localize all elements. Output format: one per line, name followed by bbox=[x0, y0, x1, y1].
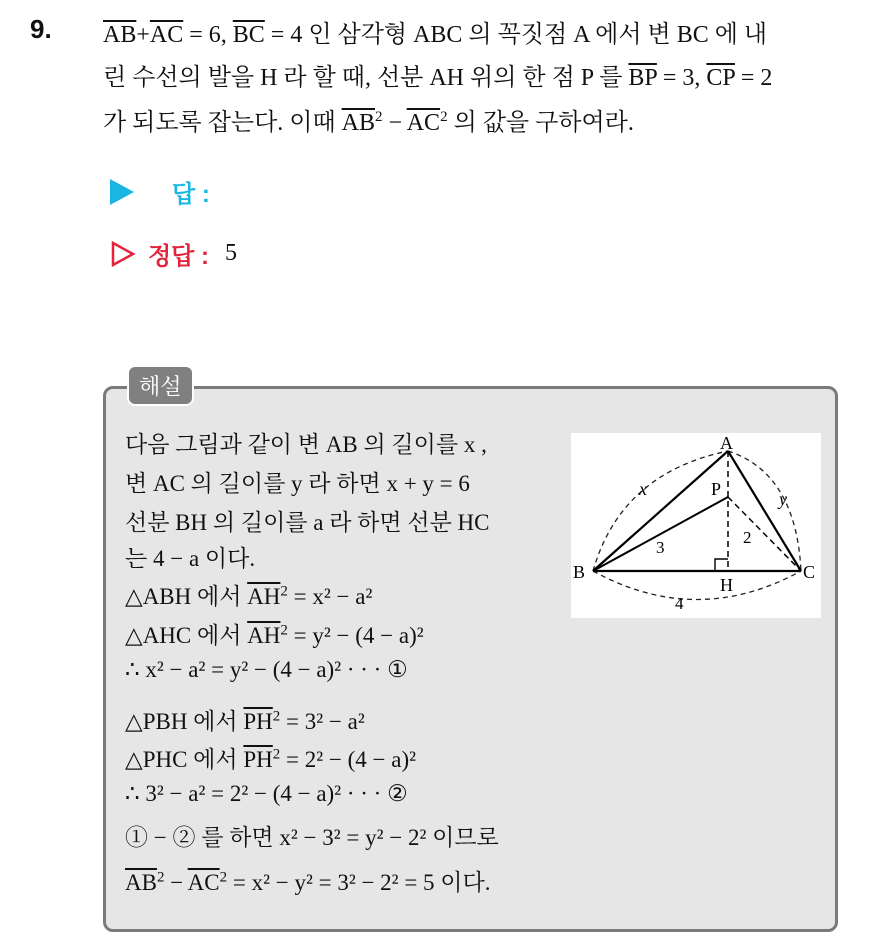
eq2: = 2 bbox=[734, 65, 773, 91]
segment-ac: $\overline{AC}$ bbox=[149, 22, 184, 48]
segment-ph: $\overline{PH}$ bbox=[243, 747, 273, 772]
label-c: C bbox=[803, 562, 816, 582]
final-minus: − bbox=[164, 870, 188, 895]
arc-4 bbox=[593, 571, 801, 600]
square-2: 2 bbox=[440, 109, 448, 125]
solution-line-phc bbox=[125, 741, 416, 774]
solution-line-pbh bbox=[125, 703, 365, 736]
segment-ab: $\overline{AB}$ bbox=[103, 22, 137, 48]
eq3: = 3, bbox=[656, 65, 707, 91]
sq: 2 bbox=[280, 583, 288, 600]
pbh-prefix: △PBH 에서 bbox=[125, 709, 244, 734]
phc-prefix: △PHC 에서 bbox=[125, 747, 244, 772]
square-1: 2 bbox=[375, 109, 383, 125]
correct-answer-value: 5 bbox=[225, 240, 238, 266]
label-h: H bbox=[720, 575, 733, 595]
segment-bp: $\overline{BP}$ bbox=[628, 65, 657, 91]
answer-label: 답 : bbox=[172, 181, 210, 208]
sq: 2 bbox=[272, 746, 281, 763]
sq: 2 bbox=[156, 869, 165, 886]
label-2: 2 bbox=[743, 528, 752, 547]
line3-pre: 가 되도록 잡는다. 이때 bbox=[103, 110, 342, 136]
segment-ab-sq: $\overline{AB}$ bbox=[341, 110, 375, 136]
label-p: P bbox=[711, 479, 722, 499]
solution-line-11: ① − ② 를 하면 x² − 3² = y² − 2² 이므로 bbox=[125, 825, 499, 850]
solution-final-line bbox=[125, 864, 490, 897]
final-ac: $\overline{AC}$ bbox=[187, 870, 220, 895]
segment-pc-line bbox=[728, 497, 801, 571]
pbh-eq: = 3² − a² bbox=[280, 709, 365, 734]
solution-line-3: 선분 BH 의 길이를 a 라 하면 선분 HC bbox=[125, 510, 490, 535]
play-icon bbox=[110, 179, 134, 205]
label-y: y bbox=[779, 489, 787, 509]
phc-eq: = 2² − (4 − a)² bbox=[280, 747, 417, 772]
ahc-prefix: △AHC 에서 bbox=[125, 623, 248, 648]
solution-line-4: 는 4 − a 이다. bbox=[125, 546, 256, 571]
solution-tag: 해설 bbox=[127, 365, 194, 406]
label-3: 3 bbox=[656, 538, 665, 557]
label-4: 4 bbox=[675, 594, 684, 613]
answer-row bbox=[110, 174, 210, 209]
segment-ah: $\overline{AH}$ bbox=[247, 584, 281, 609]
line2-text: 린 수선의 발을 H 라 할 때, 선분 AH 위의 한 점 P 를 bbox=[103, 65, 629, 91]
triangle-diagram bbox=[571, 433, 821, 618]
question-line-2 bbox=[103, 57, 772, 92]
question-line-3 bbox=[103, 102, 634, 137]
question-number: 9. bbox=[30, 14, 52, 44]
line1-text: = 4 인 삼각형 ABC 의 꼭짓점 A 에서 변 BC 에 내 bbox=[264, 22, 768, 48]
abh-eq: = x² − a² bbox=[287, 584, 373, 609]
correct-answer-row bbox=[110, 236, 237, 271]
segment-cp: $\overline{CP}$ bbox=[706, 65, 735, 91]
label-a: A bbox=[720, 433, 733, 453]
segment-ah: $\overline{AH}$ bbox=[247, 623, 281, 648]
sq: 2 bbox=[272, 708, 281, 725]
label-b: B bbox=[573, 562, 586, 582]
solution-line-ahc bbox=[125, 617, 424, 650]
minus: − bbox=[382, 110, 407, 136]
right-angle-mark bbox=[715, 559, 728, 571]
sq: 2 bbox=[219, 869, 228, 886]
solution-line-10: ∴ 3² − a² = 2² − (4 − a)² · · · ② bbox=[125, 781, 408, 806]
question-line-1 bbox=[103, 14, 767, 49]
final-rest: = x² − y² = 3² − 2² = 5 이다. bbox=[227, 870, 491, 895]
plus: + bbox=[136, 22, 150, 48]
segment-ph: $\overline{PH}$ bbox=[243, 709, 273, 734]
side-ac bbox=[728, 451, 801, 571]
sq: 2 bbox=[280, 622, 288, 639]
segment-bc: $\overline{BC}$ bbox=[232, 22, 265, 48]
solution-line-1: 다음 그림과 같이 변 AB 의 길이를 x , bbox=[125, 432, 487, 457]
label-x: x bbox=[639, 479, 647, 499]
solution-line-7: ∴ x² − a² = y² − (4 − a)² · · · ① bbox=[125, 657, 408, 682]
correct-answer-label: 정답 : bbox=[148, 243, 210, 270]
segment-bp-line bbox=[593, 497, 728, 571]
solution-line-2: 변 AC 의 길이를 y 라 하면 x + y = 6 bbox=[125, 471, 470, 496]
ahc-eq: = y² − (4 − a)² bbox=[287, 623, 424, 648]
line3-post: 의 값을 구하여라. bbox=[447, 110, 634, 136]
play-outline-icon bbox=[110, 240, 136, 268]
abh-prefix: △ABH 에서 bbox=[125, 584, 248, 609]
final-ab: $\overline{AB}$ bbox=[125, 870, 157, 895]
eq6: = 6, bbox=[183, 22, 233, 48]
solution-line-abh bbox=[125, 578, 372, 611]
segment-ac-sq: $\overline{AC}$ bbox=[406, 110, 441, 136]
